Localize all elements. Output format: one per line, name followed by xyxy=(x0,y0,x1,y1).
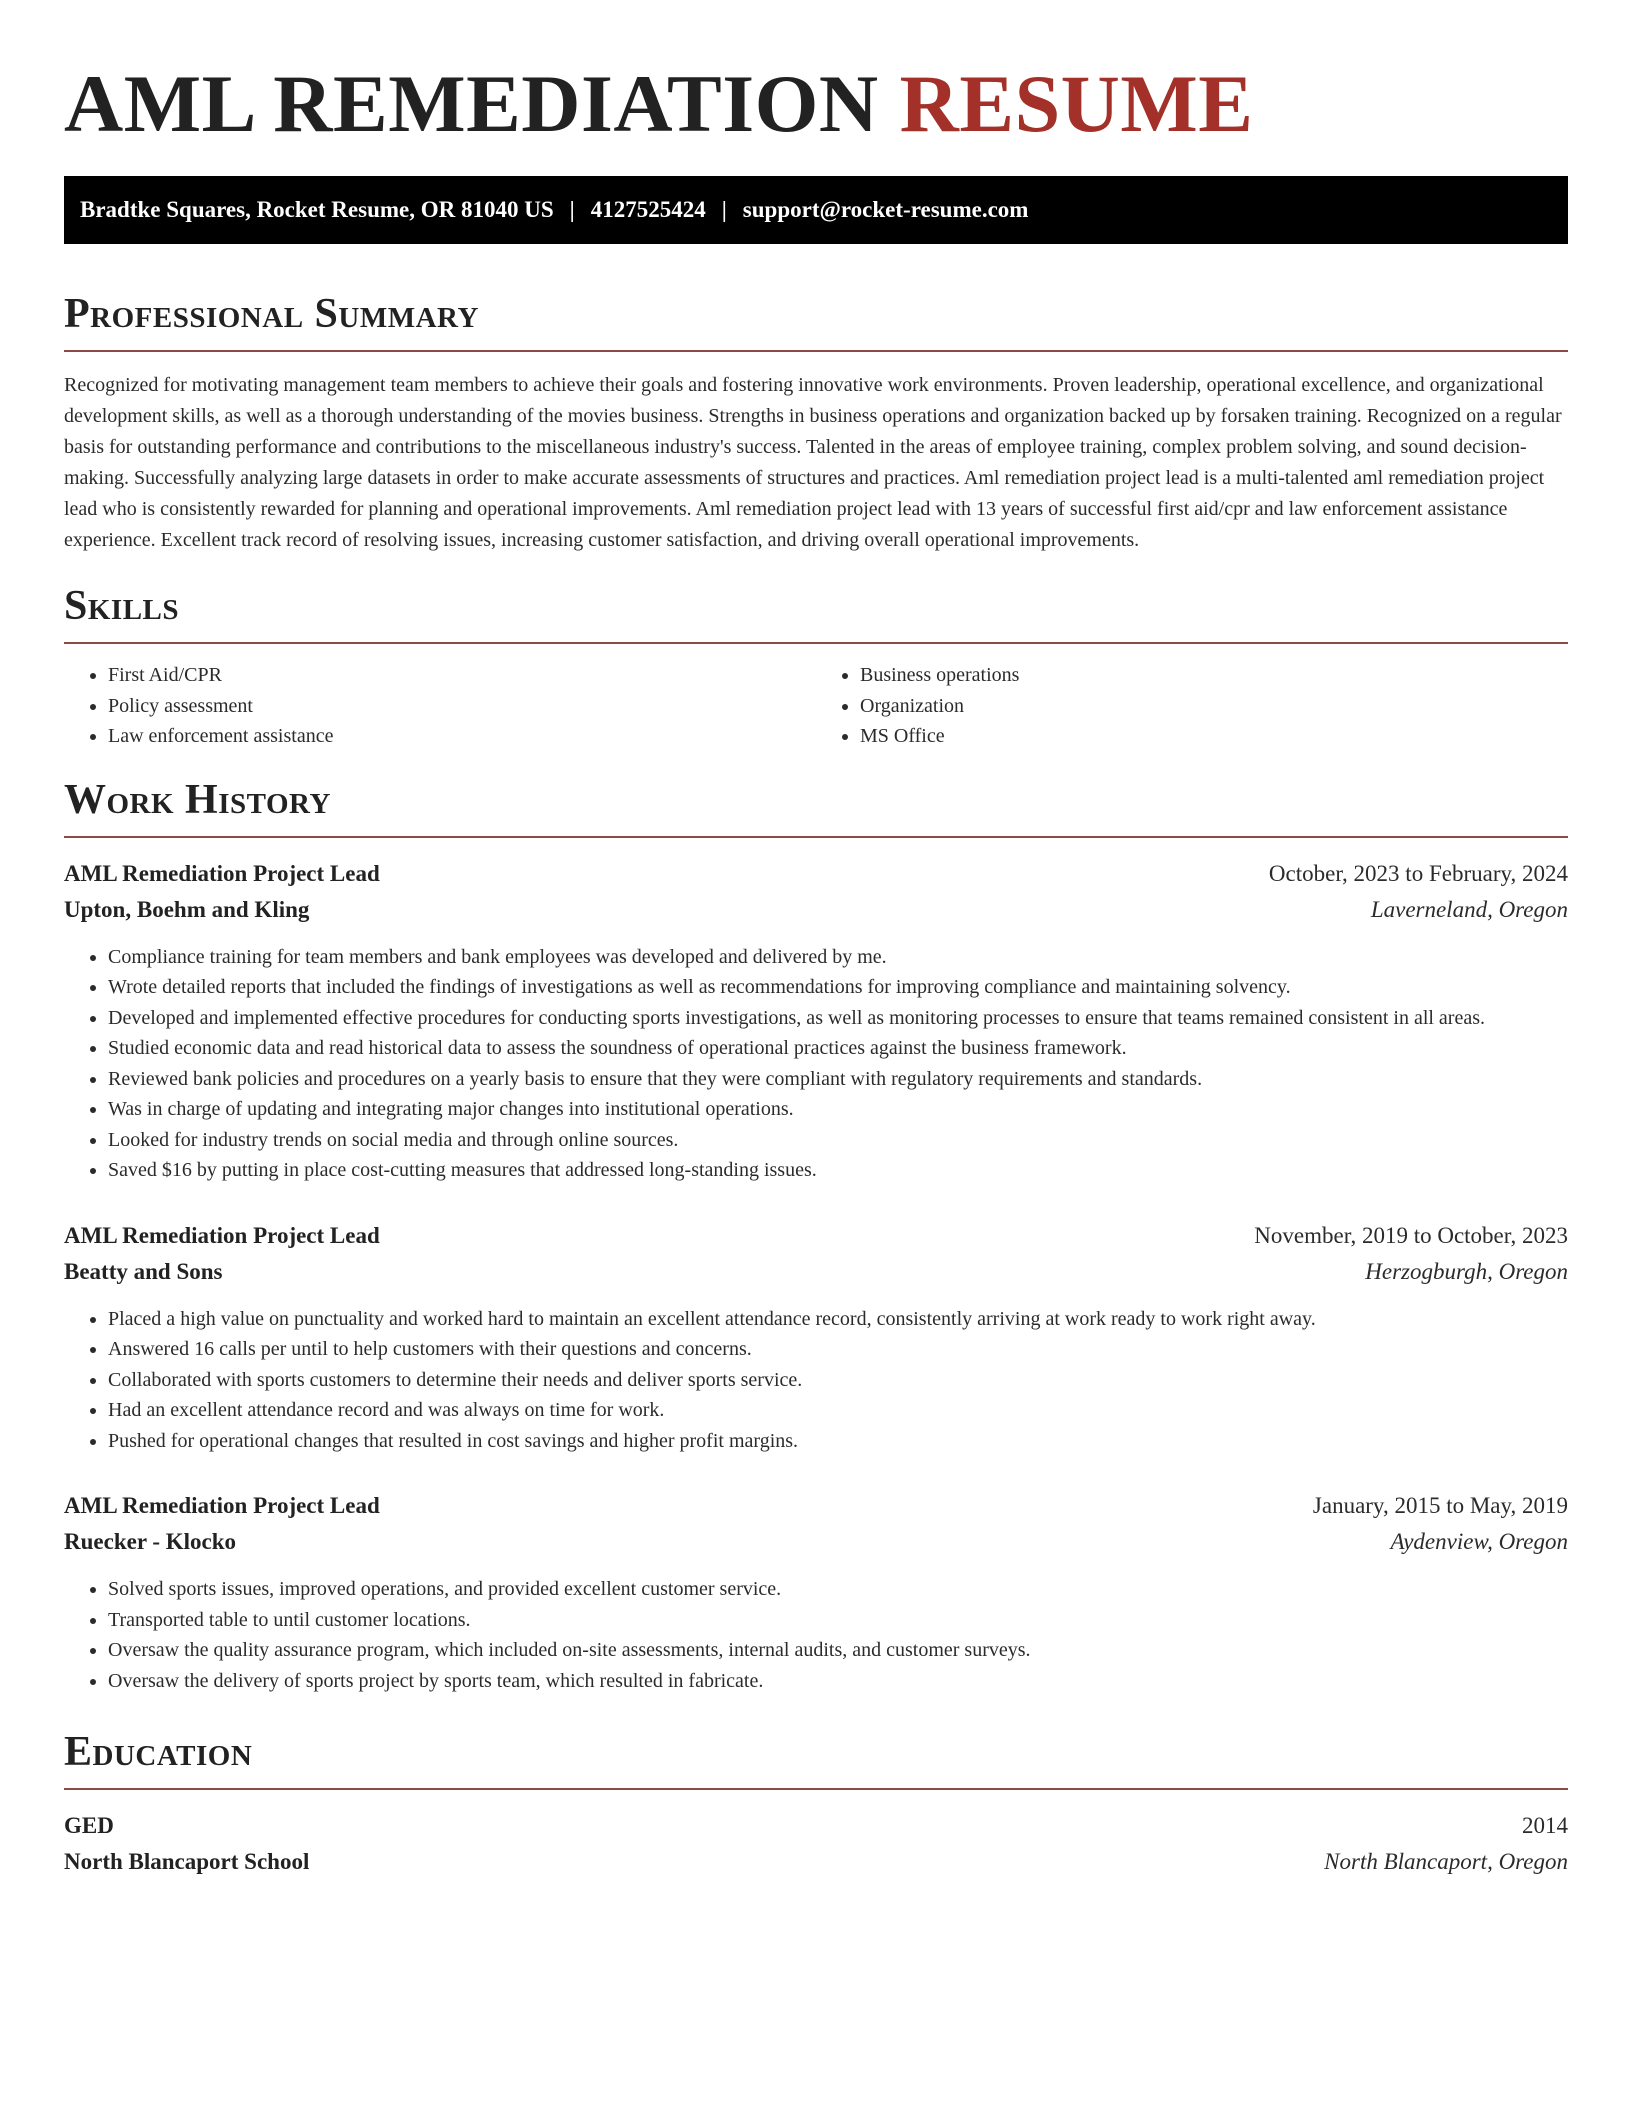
section-divider xyxy=(64,642,1568,644)
education-entry xyxy=(64,1808,1568,1880)
skills-section xyxy=(64,580,1568,752)
title-main: AML REMEDIATION xyxy=(64,58,879,149)
skills-column-left xyxy=(64,660,816,752)
skill-item: • Organization xyxy=(860,691,1568,722)
section-heading-summary: Professional Summary xyxy=(64,291,479,337)
education-subheader xyxy=(64,1844,1568,1880)
job-bullet: • Was in charge of updating and integrating major changes into institutional operations. xyxy=(108,1094,1568,1125)
job-subheader xyxy=(64,1254,1568,1290)
job-title: AML Remediation Project Lead xyxy=(64,1493,380,1518)
job-bullet: • Pushed for operational changes that resulted in cost savings and higher profit margins. xyxy=(108,1426,1568,1457)
job-company: Ruecker - Klocko xyxy=(64,1529,237,1554)
job-title: AML Remediation Project Lead xyxy=(64,1222,380,1248)
education-header xyxy=(64,1808,1568,1844)
job-header xyxy=(64,856,1568,892)
contact-phone: 4127525424 xyxy=(590,197,706,222)
skill-item: • Policy assessment xyxy=(108,691,816,722)
education-degree: GED xyxy=(64,1813,114,1838)
job-subheader xyxy=(64,892,1568,928)
skill-item: • Law enforcement assistance xyxy=(108,721,816,752)
job-dates: January, 2015 to May, 2019 xyxy=(1312,1493,1568,1518)
job-bullet: • Oversaw the quality assurance program, which included on-site assessments, internal audits, and customer surveys. xyxy=(108,1635,1568,1666)
job-bullet: • Answered 16 calls per until to help customers with their questions and concerns. xyxy=(108,1334,1568,1365)
job-bullet: • Placed a high value on punctuality and worked hard to maintain an excellent attendance record, consistently arriving at work ready to work right away. xyxy=(108,1304,1568,1335)
skill-item: • First Aid/CPR xyxy=(108,660,816,691)
skill-item: • MS Office xyxy=(860,721,1568,752)
skill-item: • Business operations xyxy=(860,660,1568,691)
job-entry xyxy=(64,1218,1568,1457)
job-location: Laverneland, Oregon xyxy=(1370,896,1568,922)
skills-list xyxy=(64,660,1568,752)
job-bullet: • Reviewed bank policies and procedures on a yearly basis to ensure that they were compliant with regulatory requirements and standards. xyxy=(108,1064,1568,1095)
job-location: Herzogburgh, Oregon xyxy=(1365,1258,1568,1284)
job-company: Upton, Boehm and Kling xyxy=(64,896,310,922)
education-year: 2014 xyxy=(1522,1813,1568,1838)
job-bullet: • Collaborated with sports customers to determine their needs and deliver sports service. xyxy=(108,1365,1568,1396)
contact-bar xyxy=(64,176,1568,244)
job-dates: October, 2023 to February, 2024 xyxy=(1268,860,1568,886)
job-subheader xyxy=(64,1524,1568,1560)
resume-page xyxy=(64,56,1568,1880)
work-section xyxy=(64,774,1568,1697)
job-entry xyxy=(64,856,1568,1186)
contact-separator: | xyxy=(569,197,575,222)
job-entry xyxy=(64,1488,1568,1696)
education-school: North Blancaport School xyxy=(64,1849,310,1874)
section-heading-education: Education xyxy=(64,1729,253,1775)
job-bullets xyxy=(64,942,1568,1186)
job-header xyxy=(64,1488,1568,1524)
job-bullet: • Had an excellent attendance record and was always on time for work. xyxy=(108,1395,1568,1426)
job-location: Aydenview, Oregon xyxy=(1390,1529,1568,1554)
title-accent: RESUME xyxy=(899,58,1254,149)
contact-email: support@rocket-resume.com xyxy=(742,197,1029,222)
job-bullet: • Developed and implemented effective procedures for conducting sports investigations, as well as monitoring processes to ensure that teams remained consistent in all areas. xyxy=(108,1003,1568,1034)
job-bullet: • Oversaw the delivery of sports project by sports team, which resulted in fabricate. xyxy=(108,1666,1568,1697)
contact-separator: | xyxy=(721,197,727,222)
section-divider xyxy=(64,350,1568,352)
section-divider xyxy=(64,1788,1568,1790)
section-divider xyxy=(64,836,1568,838)
job-bullet: • Wrote detailed reports that included the findings of investigations as well as recommendations for improving compliance and maintaining solvency. xyxy=(108,972,1568,1003)
job-bullet: • Transported table to until customer locations. xyxy=(108,1605,1568,1636)
job-bullets xyxy=(64,1304,1568,1457)
job-title: AML Remediation Project Lead xyxy=(64,860,380,886)
job-bullet: • Compliance training for team members and bank employees was developed and delivered by me. xyxy=(108,942,1568,973)
job-header xyxy=(64,1218,1568,1254)
job-bullet: • Studied economic data and read historical data to assess the soundness of operational practices against the business framework. xyxy=(108,1033,1568,1064)
education-location: North Blancaport, Oregon xyxy=(1324,1849,1568,1874)
job-bullet: • Looked for industry trends on social media and through online sources. xyxy=(108,1125,1568,1156)
job-bullet: • Saved $16 by putting in place cost-cutting measures that addressed long-standing issues. xyxy=(108,1155,1568,1186)
job-bullets xyxy=(64,1574,1568,1696)
job-dates: November, 2019 to October, 2023 xyxy=(1254,1222,1568,1248)
resume-title xyxy=(64,56,1568,152)
skills-column-right xyxy=(816,660,1568,752)
summary-section xyxy=(64,288,1568,556)
summary-text: Recognized for motivating management team members to achieve their goals and fostering innovative work environments. Proven leadership, operational excellence, and organizational development skills, as well as a thorough understanding of the movies business. Strengths in business operations and organization backed up by forsaken training. Recognized on a regular basis for outstanding performance and contributions to the miscellaneous industry's success. Talented in the areas of employee training, complex problem solving, and sound decision-making. Successfully analyzing large datasets in order to make accurate assessments of structures and practices. Aml remediation project lead is a multi-talented aml remediation project lead who is consistently rewarded for planning and operational improvements. Aml remediation project lead with 13 years of successful first aid/cpr and law enforcement assistance experience. Excellent track record of resolving issues, increasing customer satisfaction, and driving overall operational improvements. xyxy=(64,374,1562,551)
job-bullet: • Solved sports issues, improved operations, and provided excellent customer service. xyxy=(108,1574,1568,1605)
section-heading-work: Work History xyxy=(64,776,331,823)
contact-address: Bradtke Squares, Rocket Resume, OR 81040 US xyxy=(80,197,554,222)
education-section xyxy=(64,1726,1568,1880)
job-company: Beatty and Sons xyxy=(64,1258,223,1284)
section-heading-skills: Skills xyxy=(64,583,180,629)
